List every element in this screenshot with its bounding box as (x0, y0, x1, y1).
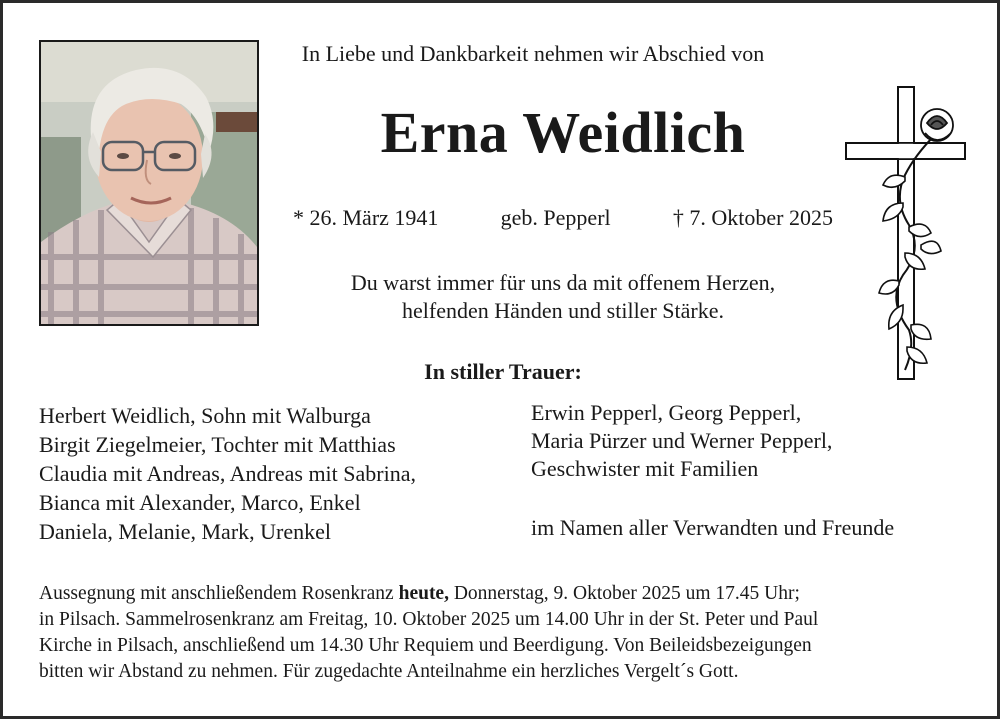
closing-line: im Namen aller Verwandten und Freunde (531, 515, 895, 540)
mourner-line: Maria Pürzer und Werner Pepperl, (531, 428, 833, 453)
mourner-line: Birgit Ziegelmeier, Tochter mit Matthias (39, 432, 396, 457)
funeral-details-line: Kirche in Pilsach, anschließend um 14.30 Uhr Requiem und Beerdigung. Von Beileidsbezeigungen (39, 635, 812, 656)
mourner-line: Geschwister mit Familien (531, 456, 759, 481)
funeral-details-line (39, 581, 969, 607)
intro-line: In Liebe und Dankbarkeit nehmen wir Abschied von (301, 41, 765, 66)
cross-with-rose-icon (843, 85, 969, 381)
mourner-line: Erwin Pepperl, Georg Pepperl, (531, 400, 802, 425)
footer-text: Donnerstag, 9. Oktober 2025 um 17.45 Uhr; (448, 583, 800, 604)
funeral-details (39, 581, 969, 685)
life-dates (293, 205, 833, 231)
maiden-name: geb. Pepperl (500, 205, 611, 230)
mourner-line: Claudia mit Andreas, Andreas mit Sabrina, (39, 461, 416, 486)
death-date: † 7. Oktober 2025 (672, 205, 833, 230)
memorial-verse (293, 269, 833, 325)
mourner-line: Bianca mit Alexander, Marco, Enkel (39, 490, 361, 515)
funeral-details-line: in Pilsach. Sammelrosenkranz am Freitag, 10. Oktober 2025 um 14.00 Uhr in der St. Peter und Paul (39, 609, 819, 630)
verse-line: helfenden Händen und stiller Stärke. (402, 298, 724, 323)
mourner-line: Herbert Weidlich, Sohn mit Walburga (39, 403, 371, 428)
portrait-photo (39, 40, 259, 326)
footer-emphasis: heute, (398, 583, 449, 604)
funeral-details-line: bitten wir Abstand zu nehmen. Für zugedachte Anteilnahme ein herzliches Vergelt´s Gott. (39, 661, 739, 682)
mourners-family-list (39, 401, 509, 546)
mourners-siblings-list (531, 399, 981, 483)
deceased-name: Erna Weidlich (380, 100, 746, 165)
mourner-line: Daniela, Melanie, Mark, Urenkel (39, 519, 331, 544)
mourning-heading: In stiller Trauer: (424, 359, 582, 384)
footer-text: Aussegnung mit anschließendem Rosenkranz (39, 583, 399, 604)
verse-line: Du warst immer für uns da mit offenem Herzen, (350, 270, 776, 295)
birth-date: * 26. März 1941 (293, 205, 439, 230)
